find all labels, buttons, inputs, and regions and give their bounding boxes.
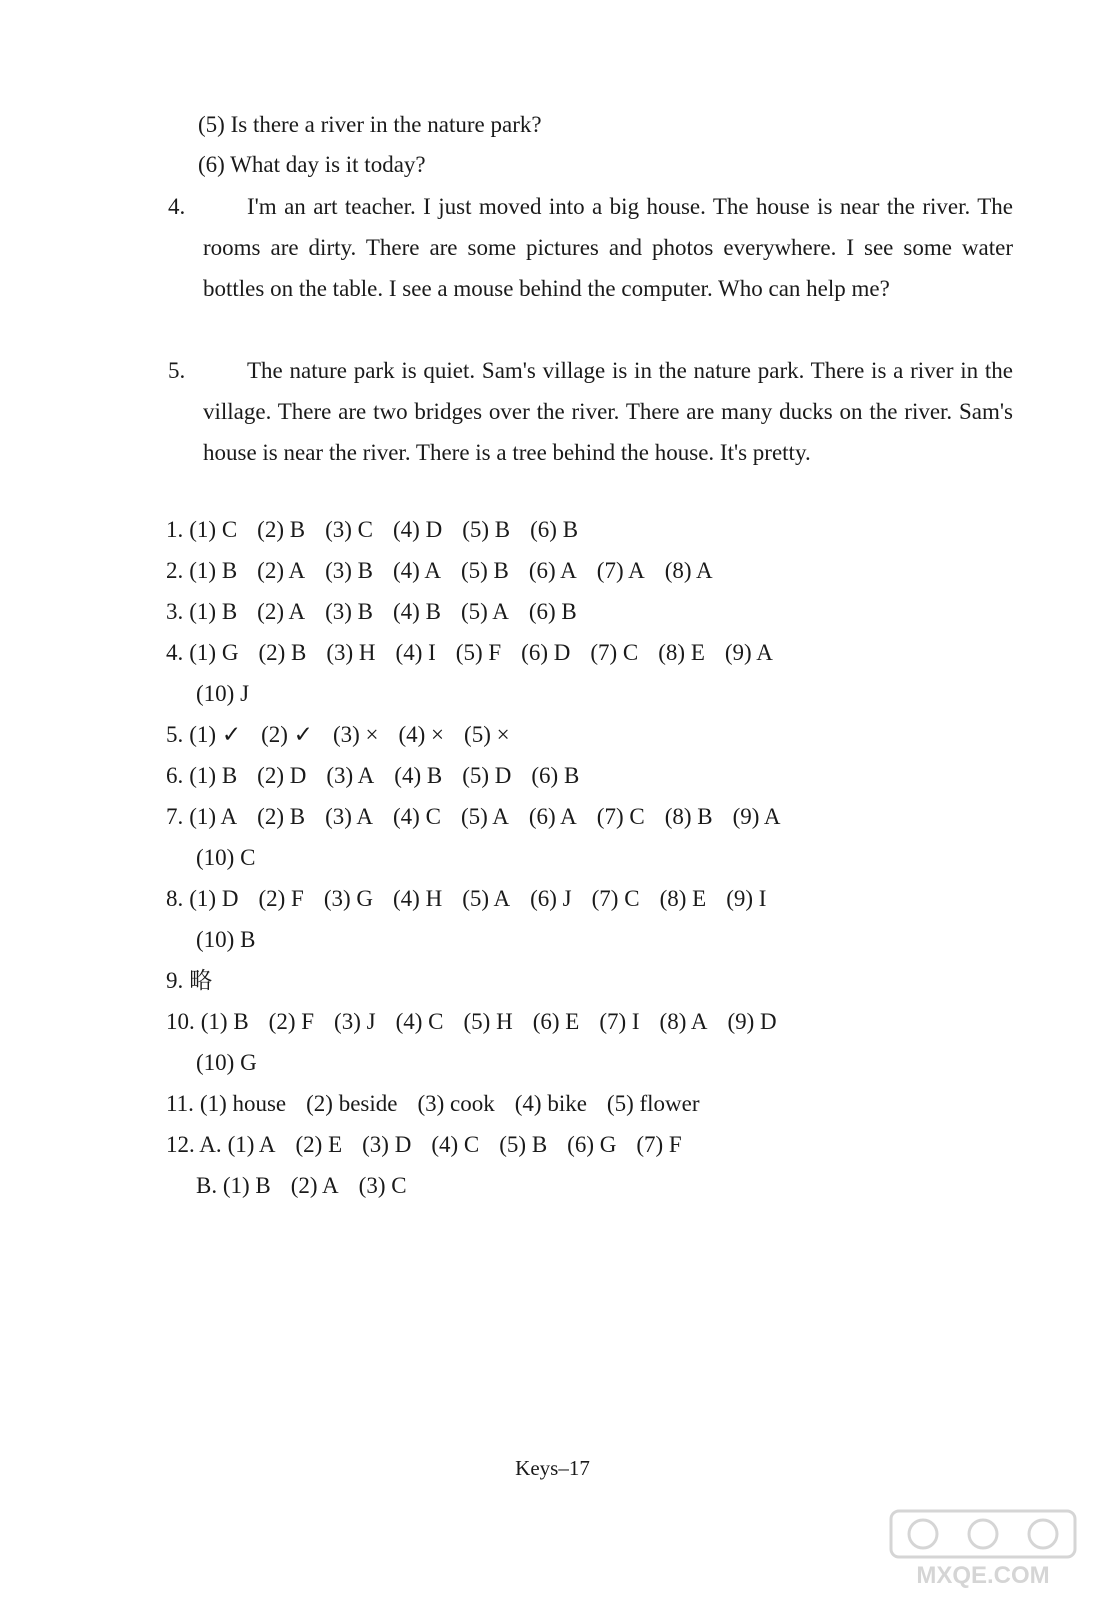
answer-item: (4) D <box>393 517 443 542</box>
answer-item: (2) B <box>258 640 307 665</box>
answer-item: (5) F <box>455 640 502 665</box>
answer-item: (3) × <box>332 722 379 747</box>
answer-row-continuation <box>196 838 275 878</box>
answer-item: (2) A <box>257 558 306 583</box>
answer-item: (4) A <box>393 558 441 583</box>
answer-item: (6) B <box>530 517 579 542</box>
answer-row <box>166 633 793 673</box>
answer-number: 12. A. <box>166 1132 222 1157</box>
passage <box>168 186 1013 309</box>
answer-item: (2) A <box>290 1173 339 1198</box>
answer-item: (3) H <box>326 640 376 665</box>
watermark-text: MXQE.COM <box>916 1562 1050 1589</box>
answer-item: (2) F <box>268 1009 315 1034</box>
question-text: What day is it today? <box>230 152 426 177</box>
answer-item: (5) B <box>499 1132 548 1157</box>
answer-number: 7. <box>166 804 184 829</box>
answer-item: (1) G <box>189 640 239 665</box>
answer-item: (6) E <box>532 1009 580 1034</box>
answer-number: 8. <box>166 886 184 911</box>
answer-number: 10. <box>166 1009 195 1034</box>
answer-item: (4) C <box>431 1132 480 1157</box>
answer-row <box>166 510 598 550</box>
answer-item: (7) I <box>599 1009 640 1034</box>
answer-row <box>166 551 733 591</box>
answer-item: (5) × <box>464 722 510 747</box>
answer-item: (4) bike <box>514 1091 587 1116</box>
answer-row <box>166 879 786 919</box>
answer-number: 5. <box>166 722 184 747</box>
answer-row <box>166 715 530 755</box>
answer-item: (6) B <box>531 763 580 788</box>
answer-item: (5) A <box>462 886 511 911</box>
answer-item: (5) B <box>462 517 511 542</box>
answer-item: (8) E <box>659 886 707 911</box>
answer-item: (1) B <box>200 1009 249 1034</box>
answer-item: (8) A <box>659 1009 708 1034</box>
answer-number: 2. <box>166 558 184 583</box>
answer-item: (3) C <box>325 517 374 542</box>
answer-item: (8) E <box>658 640 705 665</box>
answer-item: (2) E <box>295 1132 343 1157</box>
answer-item: (3) B <box>325 599 374 624</box>
answer-item: (1) C <box>189 517 238 542</box>
answer-item: (1) D <box>189 886 239 911</box>
question-number: (5) <box>198 112 225 137</box>
answer-number: 11. <box>166 1091 194 1116</box>
answer-item: (1) A <box>227 1132 276 1157</box>
answer-item: (2) F <box>258 886 304 911</box>
answer-number: 4. <box>166 640 184 665</box>
answer-item: (7) A <box>596 558 645 583</box>
answer-item: (2) B <box>257 517 306 542</box>
answer-number: 1. <box>166 517 184 542</box>
answer-item: (9) A <box>724 640 773 665</box>
answer-item: (9) A <box>732 804 781 829</box>
answer-item: 略 <box>189 968 213 993</box>
answer-item: (5) H <box>463 1009 513 1034</box>
answer-row-continuation <box>196 1043 277 1083</box>
answer-item: B. (1) B <box>196 1173 271 1198</box>
answer-item: (10) B <box>196 927 256 952</box>
answer-row-continuation <box>196 674 269 714</box>
answer-item: (1) B <box>189 763 238 788</box>
watermark-logo-icon <box>883 1505 1083 1590</box>
answer-item: (1) B <box>189 599 238 624</box>
answer-item: (6) B <box>528 599 577 624</box>
answer-item: (10) C <box>196 845 256 870</box>
answer-item: (10) J <box>196 681 250 706</box>
answer-item: (5) A <box>460 804 509 829</box>
answer-item: (7) C <box>590 640 639 665</box>
answer-row <box>166 1002 797 1042</box>
answer-item: (2) B <box>257 804 306 829</box>
question-line <box>198 105 542 145</box>
answer-item: (5) flower <box>606 1091 700 1116</box>
answer-item: (2) ✓ <box>261 722 313 747</box>
answer-item: (6) G <box>567 1132 617 1157</box>
answer-item: (1) house <box>199 1091 287 1116</box>
answer-row <box>166 797 801 837</box>
answer-item: (5) A <box>460 599 509 624</box>
answer-item: (4) B <box>393 599 441 624</box>
page-footer: Keys–17 <box>515 1456 590 1480</box>
passage <box>168 350 1013 473</box>
answer-item: (4) B <box>394 763 443 788</box>
answer-item: (3) A <box>325 804 374 829</box>
passage-number: 5. <box>168 358 186 383</box>
answer-row <box>166 1084 720 1124</box>
answer-item: (3) G <box>323 886 373 911</box>
answer-item: (3) C <box>358 1173 407 1198</box>
answer-item: (7) F <box>636 1132 682 1157</box>
answer-item: (1) ✓ <box>189 722 242 747</box>
answer-item: (2) D <box>257 763 307 788</box>
passage-text: The nature park is quiet. Sam's village is in the nature park. There is a river in the village. There are two bridges over the river. There are many ducks on the river. Sam's house is near the river. There is a tree behind the house. It's pretty. <box>203 358 1013 465</box>
answer-item: (3) A <box>326 763 375 788</box>
answer-item: (8) A <box>664 558 713 583</box>
answer-item: (1) B <box>189 558 238 583</box>
answer-item: (4) H <box>393 886 443 911</box>
answer-item: (6) A <box>528 804 577 829</box>
answer-item: (2) A <box>257 599 306 624</box>
answer-item: (3) J <box>334 1009 376 1034</box>
answer-item: (6) J <box>530 886 572 911</box>
passage-text: I'm an art teacher. I just moved into a big house. The house is near the river. The rooms are dirty. There are some pictures and photos everywhere. I see some water bottles on the table. I see a mouse behind the computer. Who can help me? <box>203 194 1013 301</box>
answer-row <box>166 1125 702 1165</box>
question-text: Is there a river in the nature park? <box>230 112 542 137</box>
answer-item: (3) B <box>325 558 374 583</box>
answer-row-continuation <box>196 920 275 960</box>
answer-row <box>166 961 232 1001</box>
answer-number: 9. <box>166 968 184 993</box>
answer-item: (6) D <box>521 640 571 665</box>
answer-item: (6) A <box>528 558 577 583</box>
answer-item: (4) I <box>395 640 436 665</box>
answer-item: (7) C <box>591 886 640 911</box>
answer-row <box>166 756 599 796</box>
answer-number: 3. <box>166 599 184 624</box>
answer-row <box>166 592 597 632</box>
answer-item: (9) I <box>726 886 767 911</box>
answer-item: (10) G <box>196 1050 257 1075</box>
question-line <box>198 145 426 185</box>
question-number: (6) <box>198 152 225 177</box>
answer-item: (3) cook <box>417 1091 495 1116</box>
answer-item: (9) D <box>727 1009 777 1034</box>
answer-item: (4) C <box>393 804 441 829</box>
answer-item: (5) B <box>460 558 509 583</box>
answer-item: (1) A <box>189 804 238 829</box>
answer-item: (5) D <box>462 763 512 788</box>
answer-item: (2) beside <box>306 1091 398 1116</box>
passage-number: 4. <box>168 194 186 219</box>
answer-item: (3) D <box>362 1132 412 1157</box>
answer-row-continuation <box>196 1166 427 1206</box>
answer-item: (8) B <box>664 804 713 829</box>
answer-item: (4) × <box>398 722 445 747</box>
answer-item: (4) C <box>395 1009 444 1034</box>
answer-item: (7) C <box>596 804 645 829</box>
answer-number: 6. <box>166 763 184 788</box>
